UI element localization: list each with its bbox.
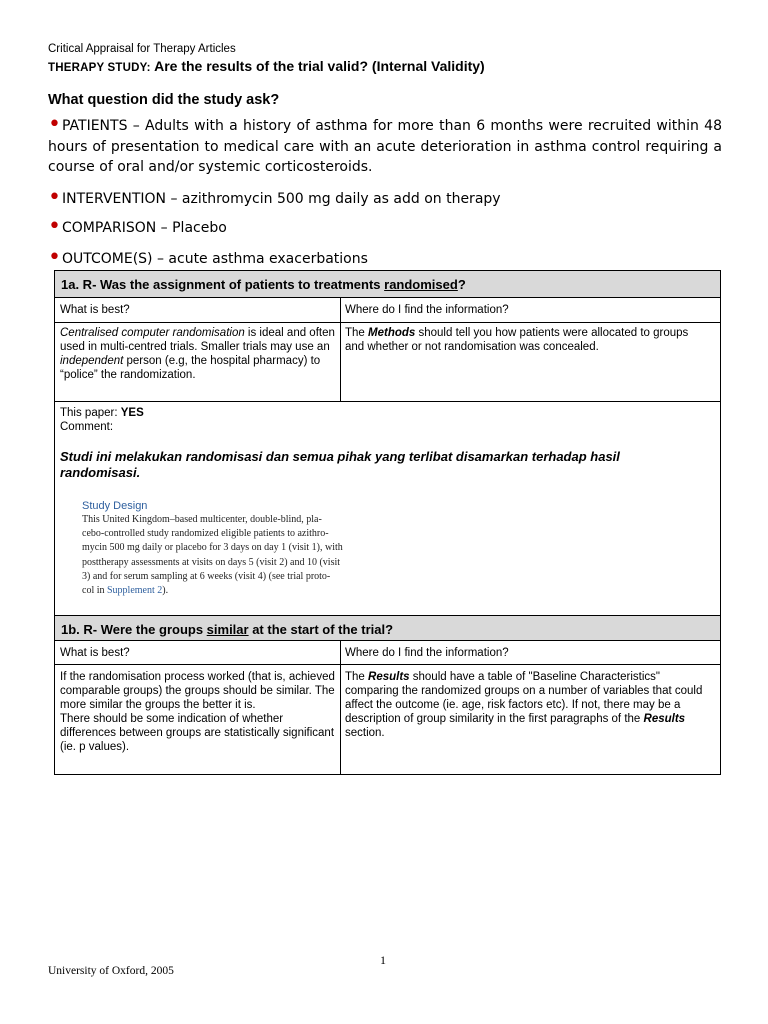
study-type-tag: THERAPY STUDY: [48,62,151,74]
comment-label: Comment: [60,421,114,433]
best-practice-text: If the randomisation process worked (that is, achieved comparable groups) the groups should be similar. The more similar the groups the better it is. There should be some indication of whether differences between groups are statistically significant (ie. p values). [60,671,335,753]
study-design-excerpt [82,500,382,598]
pico-intervention [48,185,722,210]
comparison-text: – Placebo [156,220,227,236]
document-title [48,58,485,74]
best-practice-text: Centralised computer randomisation is ideal and often used in multi-centred trials. Smaller trials may use an independent person (e.g, the hospital pharmacy) to “police” the randomization. [60,327,335,381]
col-header-where: Where do I find the information? [345,647,509,659]
col-header-best: What is best? [60,647,130,659]
intervention-text: – azithromycin 500 mg daily as add on therapy [166,191,501,207]
intervention-label: INTERVENTION [61,191,167,207]
col-header-where: Where do I find the information? [345,304,509,316]
where-info-text: The Results should have a table of "Baseline Characteristics" comparing the randomized groups on a number of variables that could affect the outcome (ie. age, risk factors etc). If not, there may be a description of group similarity in the first paragraphs of the Results section. [345,671,703,739]
red-bullet-icon: • [48,245,61,270]
pico-patients [48,112,722,178]
section-1a-table [54,270,721,616]
outcome-label: OUTCOME(S) [61,251,153,267]
row-divider [55,322,720,323]
red-bullet-icon: • [48,185,61,210]
study-question-heading: What question did the study ask? [48,92,280,108]
section-1a-heading: 1a. R- Was the assignment of patients to treatments randomised? [55,271,720,298]
pico-outcome [48,245,722,270]
paper-verdict: YES [120,407,144,419]
column-divider [340,298,341,402]
page-number: 1 [380,953,386,967]
document-subtitle: Critical Appraisal for Therapy Articles [48,43,236,55]
pico-comparison [48,214,722,239]
footer-credit: University of Oxford, 2005 [48,965,174,977]
this-paper-line: This paper: YES [60,407,144,419]
red-bullet-icon: • [48,112,61,137]
row-divider [55,401,720,402]
section-1b-heading: 1b. R- Were the groups similar at the start of the trial? [55,616,720,641]
supplement-link[interactable]: Supplement 2 [107,585,163,597]
patients-label: PATIENTS [61,118,128,134]
comparison-label: COMPARISON [61,220,157,236]
where-info-text: The Methods should tell you how patients were allocated to groups and whether or not randomisation was concealed. [345,327,689,353]
excerpt-title: Study Design [82,500,148,512]
patients-text: – Adults with a history of asthma for more than 6 months were recruited within 48 hours of presentation to medical care with an acute deterioration in asthma control requiring a course of oral and/or systemic corticosteroids. [48,118,722,175]
title-text: Are the results of the trial valid? (Internal Validity) [154,58,485,74]
excerpt-body: This United Kingdom–based multicenter, double-blind, pla- cebo-controlled study randomized eligible patients to azithro- mycin 500 mg daily or placebo for 3 days on day 1 (visit 1), with posttherapy assessments at visits on days 5 (visit 2) and 10 (visit 3) and for serum sampling at 6 weeks (visit 4) (see trial proto- col in Supplement 2). [82,514,343,597]
similar-keyword: similar [206,622,249,637]
randomised-keyword: randomised [384,277,458,292]
col-header-best: What is best? [60,304,130,316]
row-divider [55,664,720,665]
column-divider [340,641,341,774]
comment-text: Studi ini melakukan randomisasi dan semua pihak yang terlibat disamarkan terhadap hasil randomisasi. [60,449,620,480]
outcome-text: – acute asthma exacerbations [152,251,368,267]
red-bullet-icon: • [48,214,61,239]
section-1b-table [54,616,721,775]
